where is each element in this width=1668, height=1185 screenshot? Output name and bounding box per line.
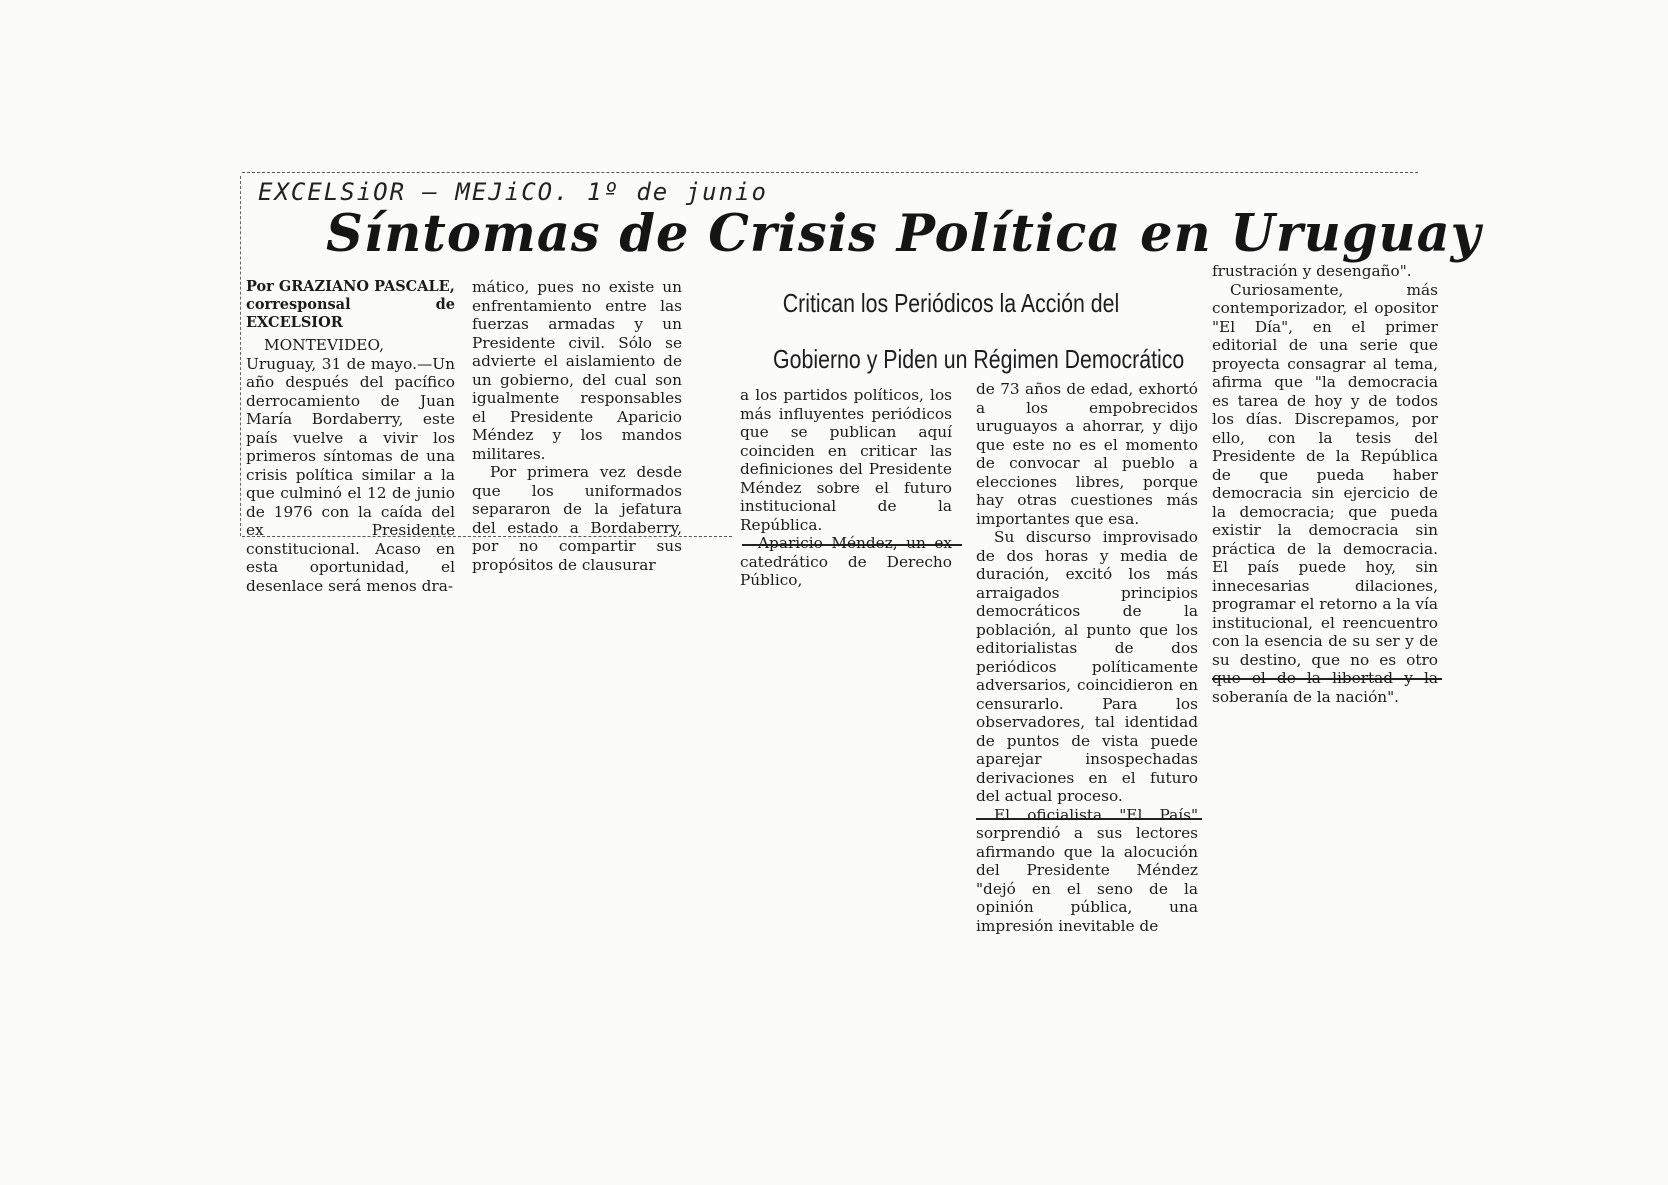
paragraph: a los partidos políticos, los más influyentes periódicos que se publican aquí coinciden en criticar las definiciones del Presidente Méndez sobre el futuro institucional de la República. xyxy=(740,386,952,534)
paragraph: de 73 años de edad, exhortó a los empobrecidos uruguayos a ahorrar, y dijo que este no es el momento de convocar al pueblo a elecciones libres, porque hay otras cuestiones más importantes que esa. xyxy=(976,380,1198,528)
paragraph: frustración y desengaño". xyxy=(1212,262,1412,280)
byline-role: corresponsal de EXCELSIOR xyxy=(246,296,455,331)
headline: Síntomas de Crisis Política en Uruguay xyxy=(326,204,1482,264)
byline xyxy=(246,278,455,332)
column-4 xyxy=(976,380,1198,935)
paragraph: El oficialista "El País" sorprendió a sus lectores afirmando que la alocución del Presidente Méndez "dejó en el seno de la opinión pública, una impresión inevitable de xyxy=(976,805,1198,935)
paragraph: Curiosamente, más contemporizador, el opositor "El Día", en el primer editorial de una serie que proyecta consagrar al tema, afirma que "la democracia es tarea de hoy y de todos los días. Discrepamos, por ello, con la tesis del Presidente de la República de que pueda haber democracia sin ejercicio de la democracia; que pueda existir la democracia sin práctica de la democracia. El país puede hoy, sin innecesarias dilaciones, programar el retorno a la vía institucional, el reencuentro con la esencia de su ser y de su destino, que no es otro que el de la libertad y la soberanía de la nación". xyxy=(1212,280,1438,706)
top-rule xyxy=(242,172,1418,173)
left-margin-rule xyxy=(240,176,241,536)
paragraph: mático, pues no existe un enfrentamiento entre las fuerzas armadas y un Presidente civil. Sólo se advierte el aislamiento de un gobierno, del cual son igualmente responsables el Presidente Aparicio Méndez y los mandos militares. xyxy=(472,278,682,463)
byline-author: Por GRAZIANO PASCALE, xyxy=(246,278,455,295)
column-5 xyxy=(1212,262,1438,706)
paragraph: MONTEVIDEO, Uruguay, 31 de mayo.—Un año después del pacífico derrocamiento de Juan María Bordaberry, este país vuelve a vivir los primeros síntomas de una crisis política similar a la que culminó el 12 de junio de 1976 con la caída del ex Presidente constitucional. Acaso en esta oportunidad, el desenlace será menos dra- xyxy=(246,336,455,595)
subheadline-line-1: Critican los Periódicos la Acción del xyxy=(782,288,1120,318)
paragraph: Su discurso improvisado de dos horas y media de duración, excitó los más arraigados principios democráticos de la población, al punto que los editorialistas de dos periódicos políticamente adversarios, coincidieron en censurarlo. Para los observadores, tal identidad de puntos de vista puede aparejar insospechadas derivaciones en el futuro del actual proceso. xyxy=(976,528,1198,805)
column-3 xyxy=(740,386,952,590)
subheadline-line-2: Gobierno y Piden un Régimen Democrático xyxy=(773,344,1185,374)
newspaper-clipping xyxy=(186,168,1482,935)
column-2 xyxy=(472,278,682,574)
paragraph: Aparicio Méndez, un ex catedrático de Derecho Público, xyxy=(740,534,952,589)
column-1 xyxy=(246,278,455,595)
paragraph: Por primera vez desde que los uniformados separaron de la jefatura del estado a Bordaberry, por no compartir sus propósitos de clausurar xyxy=(472,463,682,574)
subheadline xyxy=(773,275,1185,387)
handwritten-note: EXCELSiOR — MEJiCO. 1º de junio xyxy=(258,178,768,206)
